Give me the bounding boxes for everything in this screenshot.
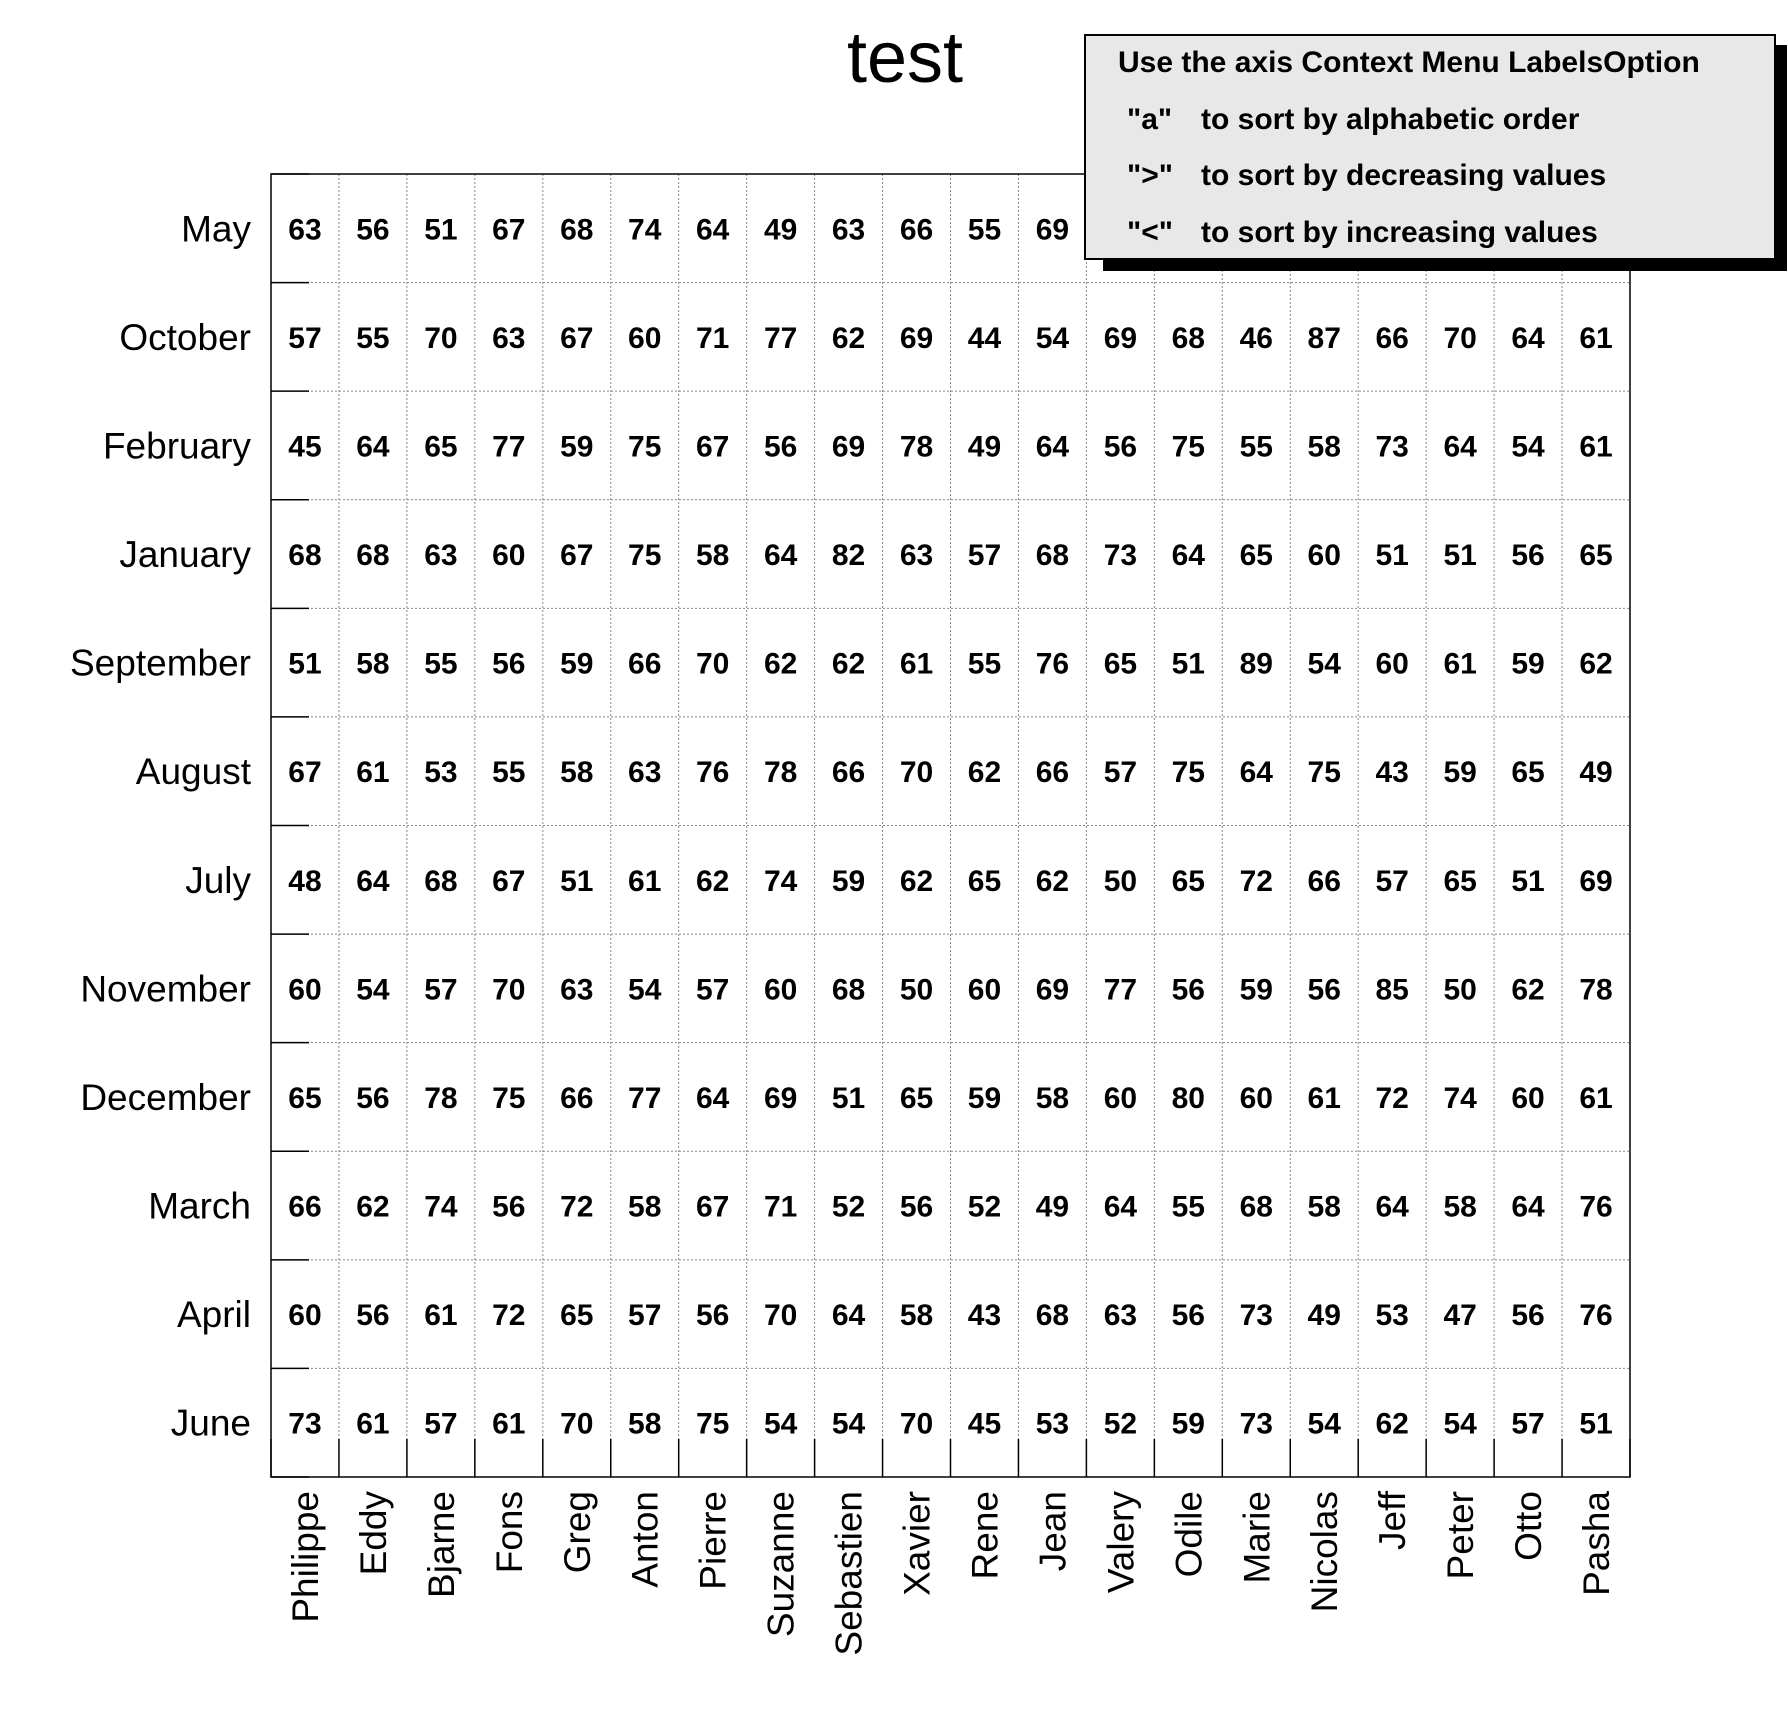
- cell-value: 69: [1103, 321, 1138, 355]
- cell-value: 64: [695, 213, 730, 247]
- x-axis-label: Odile: [1168, 1491, 1210, 1578]
- cell-value: 62: [356, 1190, 390, 1224]
- cell-value: 77: [1103, 973, 1138, 1007]
- cell-value: 54: [1443, 1407, 1477, 1441]
- info-box: [1085, 35, 1787, 271]
- x-axis-label: Suzanne: [760, 1491, 802, 1638]
- cell-value: 64: [356, 864, 390, 898]
- cell-value: 75: [1171, 430, 1206, 464]
- cell-value: 73: [1239, 1407, 1273, 1441]
- cell-value: 63: [560, 973, 594, 1007]
- cell-value: 62: [1579, 647, 1613, 681]
- cell-value: 65: [1443, 864, 1477, 898]
- y-axis-label: June: [170, 1402, 251, 1444]
- cell-value: 72: [1375, 1081, 1409, 1115]
- cell-value: 62: [695, 864, 730, 898]
- cell-value: 69: [899, 321, 934, 355]
- cell-value: 56: [763, 430, 798, 464]
- x-axis-label: Pierre: [692, 1491, 734, 1590]
- cell-value: 74: [424, 1190, 458, 1224]
- info-box-desc-3: to sort by increasing values: [1201, 216, 1598, 249]
- x-axis-label: Greg: [556, 1491, 598, 1574]
- cell-value: 68: [1171, 321, 1206, 355]
- x-axis-label: Bjarne: [420, 1491, 462, 1598]
- cell-value: 66: [1307, 864, 1341, 898]
- cell-value: 73: [1103, 539, 1138, 573]
- cell-value: 76: [695, 756, 730, 790]
- cell-value: 73: [1375, 430, 1409, 464]
- cell-value: 56: [695, 1299, 730, 1333]
- cell-value: 65: [560, 1299, 594, 1333]
- cell-value: 49: [1579, 756, 1613, 790]
- cell-value: 45: [967, 1407, 1002, 1441]
- x-axis-label: Jean: [1032, 1491, 1074, 1572]
- cell-value: 61: [1443, 647, 1477, 681]
- cell-value: 56: [492, 647, 526, 681]
- cell-value: 58: [628, 1407, 662, 1441]
- cell-value: 58: [1443, 1190, 1477, 1224]
- cell-value: 54: [1035, 321, 1070, 355]
- info-box-key-3: "<": [1127, 216, 1173, 249]
- cell-value: 57: [1375, 864, 1409, 898]
- cell-value: 61: [492, 1407, 526, 1441]
- cell-value: 68: [1035, 1299, 1070, 1333]
- cell-value: 70: [695, 647, 730, 681]
- cell-value: 64: [356, 430, 390, 464]
- x-axis-label: Eddy: [352, 1491, 394, 1576]
- cell-value: 55: [967, 213, 1002, 247]
- cell-value: 61: [628, 864, 662, 898]
- cell-value: 72: [492, 1299, 526, 1333]
- x-axis-label: Otto: [1508, 1491, 1550, 1561]
- cell-value: 55: [356, 321, 390, 355]
- cell-value: 73: [288, 1407, 322, 1441]
- cell-value: 75: [628, 430, 662, 464]
- cell-value: 64: [1511, 1190, 1545, 1224]
- cell-value: 61: [1579, 430, 1613, 464]
- cell-value: 49: [1307, 1299, 1341, 1333]
- cell-value: 56: [1103, 430, 1138, 464]
- cell-value: 60: [492, 539, 526, 573]
- cell-value: 75: [628, 539, 662, 573]
- cell-value: 69: [1035, 973, 1070, 1007]
- cell-value: 56: [356, 213, 390, 247]
- cell-value: 69: [831, 430, 866, 464]
- cell-value: 55: [1171, 1190, 1206, 1224]
- cell-value: 70: [424, 321, 458, 355]
- cell-value: 72: [1239, 864, 1273, 898]
- cell-value: 64: [1171, 539, 1206, 573]
- cell-value: 54: [1511, 430, 1545, 464]
- cell-value: 72: [560, 1190, 594, 1224]
- cell-value: 75: [1307, 756, 1341, 790]
- cell-value: 50: [1103, 864, 1138, 898]
- cell-value: 73: [1239, 1299, 1273, 1333]
- info-box-desc-2: to sort by decreasing values: [1201, 159, 1607, 192]
- cell-value: 62: [967, 756, 1002, 790]
- cell-value: 55: [967, 647, 1002, 681]
- cell-value: 51: [1511, 864, 1545, 898]
- x-axis-label: Peter: [1440, 1491, 1482, 1580]
- x-axis-label: Rene: [964, 1491, 1006, 1580]
- cell-value: 62: [1035, 864, 1070, 898]
- cell-value: 68: [356, 539, 390, 573]
- cell-value: 68: [424, 864, 458, 898]
- cell-value: 49: [763, 213, 798, 247]
- cell-value: 66: [831, 756, 866, 790]
- cell-value: 67: [492, 864, 526, 898]
- cell-value: 68: [1239, 1190, 1273, 1224]
- y-axis-label: September: [70, 642, 251, 684]
- y-axis-label: March: [148, 1185, 251, 1227]
- cell-value: 65: [1511, 756, 1545, 790]
- cell-value: 68: [1035, 539, 1070, 573]
- cell-value: 75: [1171, 756, 1206, 790]
- cell-value: 60: [967, 973, 1002, 1007]
- cell-value: 65: [1239, 539, 1273, 573]
- cell-value: 60: [628, 321, 662, 355]
- cell-value: 57: [967, 539, 1002, 573]
- cell-value: 70: [1443, 321, 1477, 355]
- cell-value: 67: [695, 1190, 730, 1224]
- cell-value: 77: [763, 321, 798, 355]
- x-axis-label: Nicolas: [1304, 1491, 1346, 1613]
- cell-value: 66: [899, 213, 934, 247]
- info-box-desc-1: to sort by alphabetic order: [1201, 103, 1580, 136]
- cell-value: 67: [560, 321, 594, 355]
- cell-value: 62: [899, 864, 934, 898]
- cell-value: 62: [831, 647, 866, 681]
- cell-value: 63: [831, 213, 866, 247]
- cell-value: 67: [288, 756, 322, 790]
- cell-value: 75: [695, 1407, 730, 1441]
- cell-value: 51: [1375, 539, 1409, 573]
- cell-value: 74: [763, 864, 798, 898]
- cell-value: 58: [1307, 430, 1341, 464]
- x-axis-label: Philippe: [284, 1491, 326, 1623]
- cell-value: 71: [695, 321, 730, 355]
- cell-value: 60: [763, 973, 798, 1007]
- cell-value: 52: [831, 1190, 866, 1224]
- cell-value: 60: [1239, 1081, 1273, 1115]
- cell-value: 65: [1579, 539, 1613, 573]
- cell-value: 77: [492, 430, 526, 464]
- cell-value: 70: [492, 973, 526, 1007]
- chart-title: test: [846, 18, 964, 98]
- cell-value: 57: [695, 973, 730, 1007]
- y-axis-label: December: [80, 1076, 251, 1118]
- cell-value: 59: [560, 430, 594, 464]
- cell-value: 64: [695, 1081, 730, 1115]
- cell-value: 61: [1579, 1081, 1613, 1115]
- cell-value: 63: [628, 756, 662, 790]
- cell-value: 63: [492, 321, 526, 355]
- cell-value: 65: [1103, 647, 1138, 681]
- cell-value: 76: [1579, 1190, 1613, 1224]
- cell-value: 70: [899, 756, 934, 790]
- cell-value: 63: [288, 213, 322, 247]
- y-axis-label: February: [102, 425, 251, 467]
- cell-value: 63: [1103, 1299, 1138, 1333]
- x-axis-label: Pasha: [1576, 1491, 1618, 1596]
- cell-value: 78: [424, 1081, 458, 1115]
- y-axis-label: January: [119, 534, 251, 576]
- cell-value: 65: [288, 1081, 322, 1115]
- cell-value: 60: [288, 973, 322, 1007]
- cell-value: 56: [899, 1190, 934, 1224]
- y-axis-label: August: [135, 751, 251, 793]
- cell-value: 64: [763, 539, 798, 573]
- cell-value: 66: [628, 647, 662, 681]
- y-axis-label: July: [185, 859, 251, 901]
- cell-value: 58: [356, 647, 390, 681]
- cell-value: 51: [1579, 1407, 1613, 1441]
- cell-value: 69: [1579, 864, 1613, 898]
- cell-value: 59: [560, 647, 594, 681]
- cell-value: 70: [899, 1407, 934, 1441]
- cell-value: 52: [1103, 1407, 1138, 1441]
- cell-value: 51: [1171, 647, 1206, 681]
- cell-value: 57: [424, 973, 458, 1007]
- cell-value: 55: [1239, 430, 1273, 464]
- y-axis-label: October: [119, 316, 251, 358]
- cell-value: 59: [1443, 756, 1477, 790]
- cell-value: 59: [831, 864, 866, 898]
- info-box-key-2: ">": [1127, 159, 1173, 192]
- cell-value: 53: [1375, 1299, 1409, 1333]
- cell-value: 63: [899, 539, 934, 573]
- cell-value: 60: [1103, 1081, 1138, 1115]
- cell-value: 67: [492, 213, 526, 247]
- info-box-key-1: "a": [1127, 103, 1173, 136]
- cell-value: 46: [1239, 321, 1273, 355]
- cell-value: 51: [424, 213, 458, 247]
- cell-value: 60: [288, 1299, 322, 1333]
- cell-value: 89: [1239, 647, 1273, 681]
- cell-value: 64: [831, 1299, 866, 1333]
- cell-value: 56: [1307, 973, 1341, 1007]
- cell-value: 64: [1375, 1190, 1409, 1224]
- cell-value: 75: [492, 1081, 526, 1115]
- cell-value: 54: [763, 1407, 798, 1441]
- cell-value: 61: [424, 1299, 458, 1333]
- cell-value: 65: [424, 430, 458, 464]
- cell-value: 56: [1171, 1299, 1206, 1333]
- cell-value: 68: [831, 973, 866, 1007]
- cell-value: 57: [1103, 756, 1138, 790]
- cell-value: 55: [424, 647, 458, 681]
- cell-value: 64: [1511, 321, 1545, 355]
- cell-value: 44: [967, 321, 1002, 355]
- cell-value: 53: [1035, 1407, 1070, 1441]
- cell-value: 70: [763, 1299, 798, 1333]
- cell-value: 54: [1307, 1407, 1341, 1441]
- cell-value: 57: [628, 1299, 662, 1333]
- cell-value: 56: [1511, 1299, 1545, 1333]
- cell-value: 64: [1103, 1190, 1138, 1224]
- cell-value: 65: [967, 864, 1002, 898]
- cell-value: 65: [1171, 864, 1206, 898]
- cell-value: 66: [1035, 756, 1070, 790]
- cell-value: 65: [899, 1081, 934, 1115]
- cell-value: 66: [1375, 321, 1409, 355]
- cell-value: 56: [356, 1299, 390, 1333]
- cell-value: 58: [628, 1190, 662, 1224]
- x-axis-label: Sebastien: [828, 1491, 870, 1656]
- cell-value: 58: [1035, 1081, 1070, 1115]
- cell-value: 68: [288, 539, 322, 573]
- y-axis-label: April: [176, 1294, 251, 1336]
- cell-value: 66: [288, 1190, 322, 1224]
- cell-value: 70: [560, 1407, 594, 1441]
- cell-value: 60: [1307, 539, 1341, 573]
- cell-value: 69: [1035, 213, 1070, 247]
- cell-value: 71: [763, 1190, 798, 1224]
- cell-value: 48: [288, 864, 322, 898]
- cell-value: 59: [1171, 1407, 1206, 1441]
- cell-value: 56: [492, 1190, 526, 1224]
- cell-value: 62: [1375, 1407, 1409, 1441]
- cell-value: 43: [967, 1299, 1002, 1333]
- y-axis-label: November: [80, 968, 251, 1010]
- cell-value: 62: [831, 321, 866, 355]
- cell-value: 64: [1443, 430, 1477, 464]
- cell-value: 67: [560, 539, 594, 573]
- cell-value: 67: [695, 430, 730, 464]
- cell-value: 61: [356, 756, 390, 790]
- cell-value: 63: [424, 539, 458, 573]
- cell-value: 77: [628, 1081, 662, 1115]
- cell-value: 62: [1511, 973, 1545, 1007]
- cell-value: 58: [695, 539, 730, 573]
- cell-value: 56: [1171, 973, 1206, 1007]
- cell-value: 43: [1375, 756, 1409, 790]
- cell-value: 68: [560, 213, 594, 247]
- cell-value: 56: [356, 1081, 390, 1115]
- cell-value: 74: [1443, 1081, 1477, 1115]
- cell-value: 66: [560, 1081, 594, 1115]
- cell-value: 64: [1239, 756, 1273, 790]
- cell-value: 76: [1579, 1299, 1613, 1333]
- x-axis-label: Jeff: [1372, 1491, 1414, 1550]
- cell-value: 85: [1375, 973, 1409, 1007]
- cell-value: 87: [1307, 321, 1341, 355]
- cell-value: 76: [1035, 647, 1070, 681]
- cell-value: 61: [1307, 1081, 1341, 1115]
- cell-value: 58: [899, 1299, 934, 1333]
- cell-value: 50: [899, 973, 934, 1007]
- cell-value: 55: [492, 756, 526, 790]
- plot-area: [70, 174, 1630, 1656]
- x-axis-label: Marie: [1236, 1491, 1278, 1584]
- cell-value: 58: [1307, 1190, 1341, 1224]
- x-axis-label: Fons: [488, 1491, 530, 1574]
- cell-value: 62: [763, 647, 798, 681]
- cell-value: 53: [424, 756, 458, 790]
- cell-value: 61: [1579, 321, 1613, 355]
- cell-value: 54: [628, 973, 662, 1007]
- cell-value: 51: [831, 1081, 866, 1115]
- x-axis-label: Xavier: [896, 1491, 938, 1596]
- cell-value: 49: [967, 430, 1002, 464]
- cell-value: 51: [560, 864, 594, 898]
- cell-value: 54: [831, 1407, 866, 1441]
- cell-value: 58: [560, 756, 594, 790]
- cell-value: 52: [967, 1190, 1002, 1224]
- cell-value: 61: [899, 647, 934, 681]
- cell-value: 69: [763, 1081, 798, 1115]
- cell-value: 51: [1443, 539, 1477, 573]
- x-axis-label: Valery: [1100, 1491, 1142, 1594]
- cell-value: 57: [424, 1407, 458, 1441]
- cell-value: 49: [1035, 1190, 1070, 1224]
- y-axis-label: May: [181, 208, 251, 250]
- cell-value: 74: [628, 213, 662, 247]
- cell-value: 78: [1579, 973, 1613, 1007]
- cell-value: 80: [1171, 1081, 1206, 1115]
- cell-value: 50: [1443, 973, 1477, 1007]
- cell-value: 78: [763, 756, 798, 790]
- cell-value: 54: [1307, 647, 1341, 681]
- cell-value: 78: [899, 430, 934, 464]
- cell-value: 57: [288, 321, 322, 355]
- cell-value: 45: [288, 430, 322, 464]
- cell-value: 56: [1511, 539, 1545, 573]
- cell-value: 54: [356, 973, 390, 1007]
- cell-value: 51: [288, 647, 322, 681]
- cell-value: 59: [1239, 973, 1273, 1007]
- cell-value: 64: [1035, 430, 1070, 464]
- plot-frame: [271, 174, 1630, 1477]
- cell-value: 60: [1375, 647, 1409, 681]
- cell-value: 59: [1511, 647, 1545, 681]
- cell-value: 82: [831, 539, 866, 573]
- cell-value: 57: [1511, 1407, 1545, 1441]
- x-axis-label: Anton: [624, 1491, 666, 1588]
- cell-value: 47: [1443, 1299, 1477, 1333]
- cell-value: 59: [967, 1081, 1002, 1115]
- cell-value: 61: [356, 1407, 390, 1441]
- cell-value: 60: [1511, 1081, 1545, 1115]
- info-box-heading: Use the axis Context Menu LabelsOption: [1118, 46, 1700, 79]
